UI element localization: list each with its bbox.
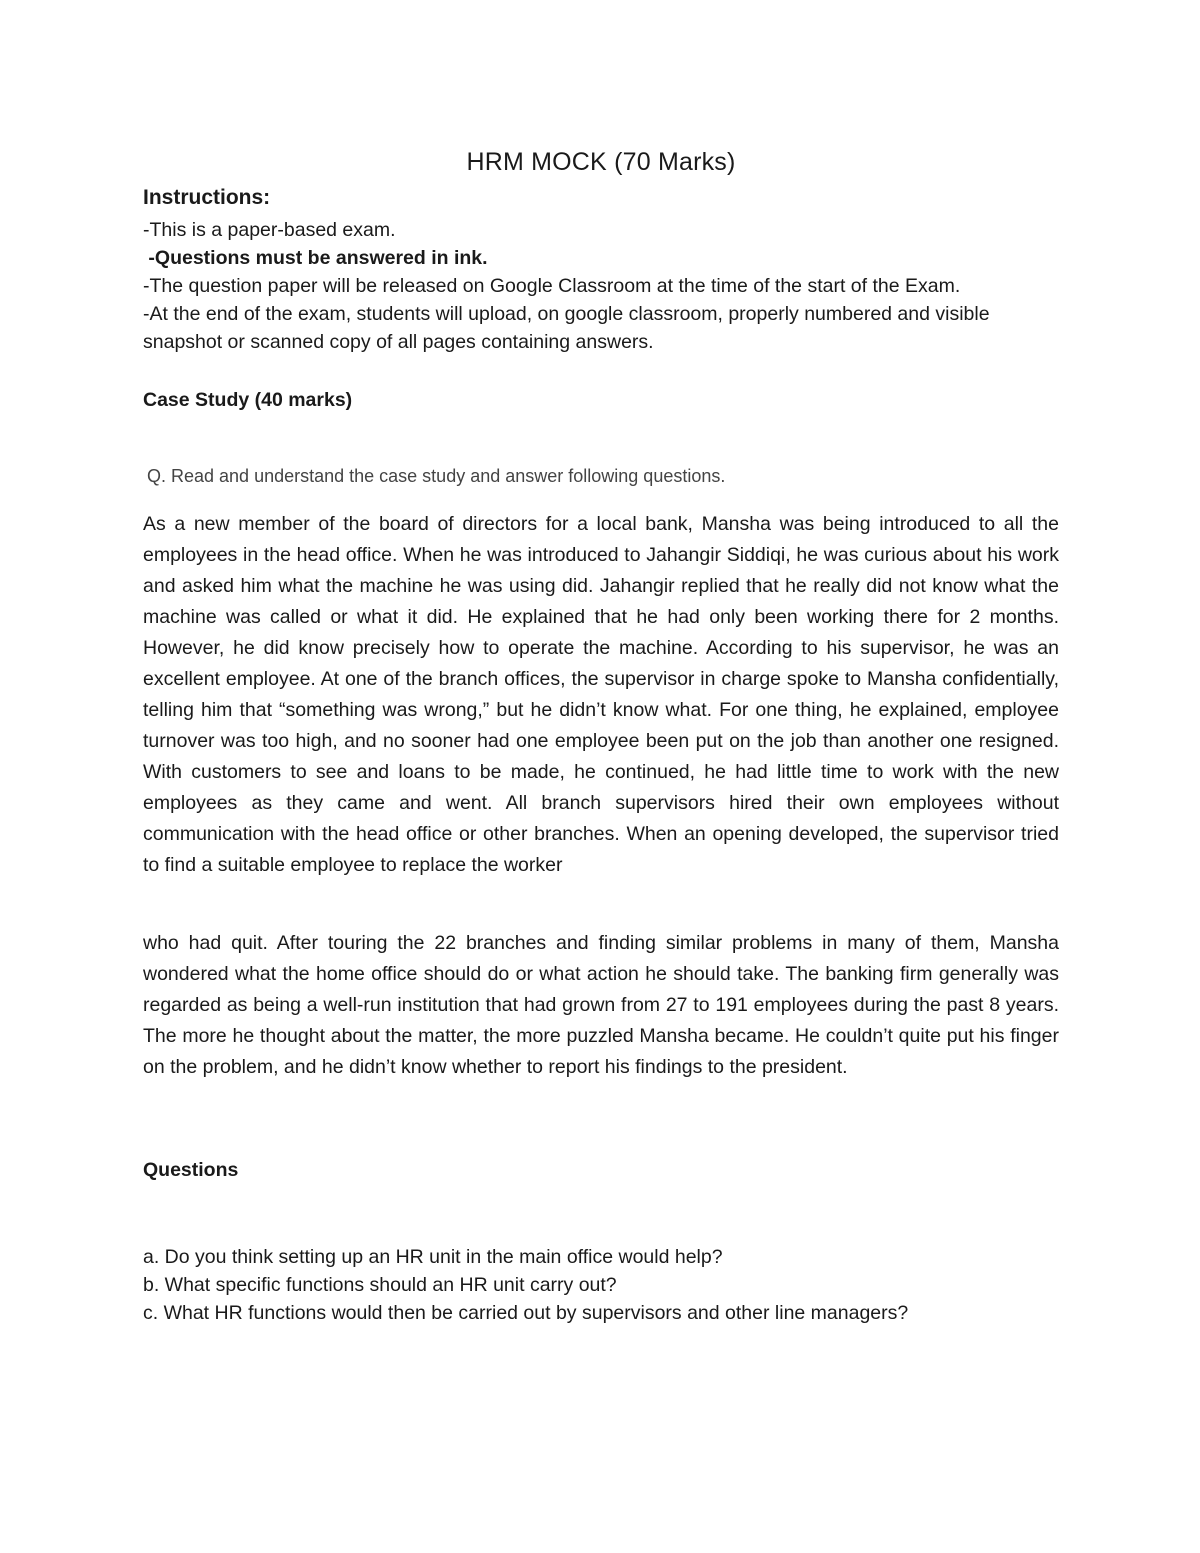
case-study-heading: Case Study (40 marks) bbox=[143, 389, 353, 411]
instruction-item: -The question paper will be released on Google Classroom at the time of the start of the Exam. bbox=[143, 275, 961, 297]
question-item: c. What HR functions would then be carried out by supervisors and other line managers? bbox=[143, 1302, 909, 1324]
question-item: a. Do you think setting up an HR unit in the main office would help? bbox=[143, 1246, 723, 1268]
instruction-item: -Questions must be answered in ink. bbox=[143, 247, 488, 269]
page-title: HRM MOCK (70 Marks) bbox=[466, 148, 736, 176]
case-study-prompt: Q. Read and understand the case study and answer following questions. bbox=[147, 466, 726, 486]
instruction-item: -At the end of the exam, students will upload, on google classroom, properly numbered and visible snapshot or scanned copy of all pages containing answers. bbox=[143, 303, 990, 353]
exam-page bbox=[143, 0, 1059, 1553]
case-study-paragraph: who had quit. After touring the 22 branches and finding similar problems in many of them, Mansha wondered what the home office should do or what action he should take. The banking firm generally was regarded as being a well-run institution that had grown from 27 to 191 employees during the past 8 years. The more he thought about the matter, the more puzzled Mansha became. He couldn’t quite put his finger on the problem, and he didn’t know whether to report his findings to the president. bbox=[143, 932, 1059, 1078]
questions-heading: Questions bbox=[143, 1159, 239, 1181]
case-study-paragraph: As a new member of the board of directors for a local bank, Mansha was being introduced to all the employees in the head office. When he was introduced to Jahangir Siddiqi, he was curious about his work and asked him what the machine he was using did. Jahangir replied that he really did not know what the machine was called or what it did. He explained that he had only been working there for 2 months. However, he did know precisely how to operate the machine. According to his supervisor, he was an excellent employee. At one of the branch offices, the supervisor in charge spoke to Mansha confidentially, telling him that “something was wrong,” but he didn’t know what. For one thing, he explained, employee turnover was too high, and no sooner had one employee been put on the job than another one resigned. With customers to see and loans to be made, he continued, he had little time to work with the new employees as they came and went. All branch supervisors hired their own employees without communication with the head office or other branches. When an opening developed, the supervisor tried to find a suitable employee to replace the worker bbox=[143, 513, 1059, 876]
questions-list bbox=[143, 1243, 1059, 1327]
question-item: b. What specific functions should an HR unit carry out? bbox=[143, 1274, 617, 1296]
instruction-item: -This is a paper-based exam. bbox=[143, 219, 396, 241]
instructions-list bbox=[143, 216, 1059, 356]
instructions-heading: Instructions: bbox=[143, 186, 271, 209]
